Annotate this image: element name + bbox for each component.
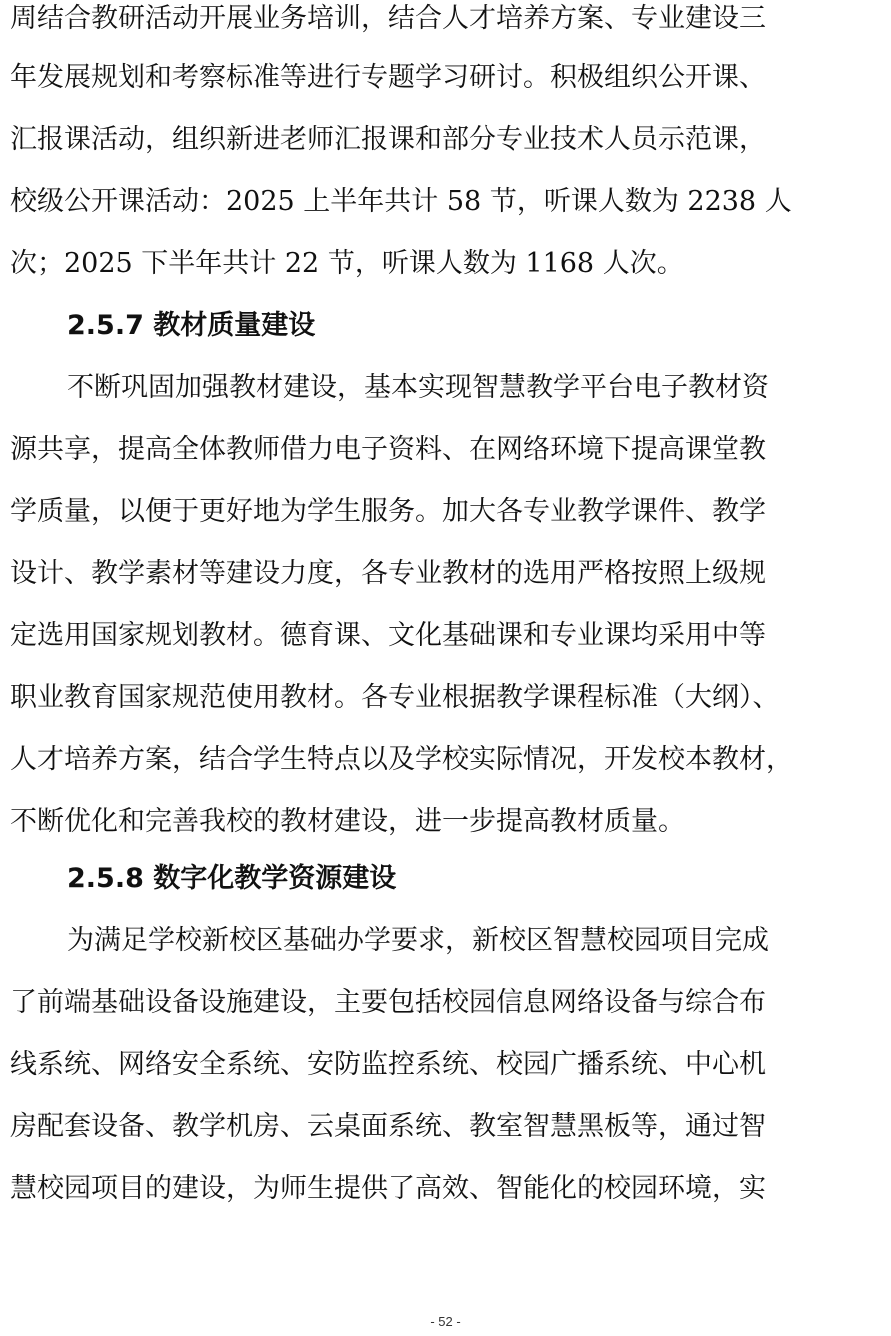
paragraph-line: 人才培养方案，结合学生特点以及学校实际情况，开发校本教材， xyxy=(10,744,793,775)
paragraph-line: 不断巩固加强教材建设，基本实现智慧教学平台电子教材资 xyxy=(67,372,769,403)
paragraph-line: 周结合教研活动开展业务培训，结合人才培养方案、专业建设三 xyxy=(10,3,766,34)
paragraph-line: 设计、教学素材等建设力度，各专业教材的选用严格按照上级规 xyxy=(10,558,766,589)
paragraph-line: 定选用国家规划教材。德育课、文化基础课和专业课均采用中等 xyxy=(10,620,766,651)
section-heading-2-5-8: 2.5.8 数字化教学资源建设 xyxy=(67,863,397,894)
page-number: - 52 - xyxy=(430,1314,461,1329)
paragraph-line: 源共享，提高全体教师借力电子资料、在网络环境下提高课堂教 xyxy=(10,434,766,465)
paragraph-line: 学质量，以便于更好地为学生服务。加大各专业教学课件、教学 xyxy=(10,496,766,527)
paragraph-line: 线系统、网络安全系统、安防监控系统、校园广播系统、中心机 xyxy=(10,1049,766,1080)
paragraph-line: 房配套设备、教学机房、云桌面系统、教室智慧黑板等，通过智 xyxy=(10,1111,766,1142)
paragraph-line: 了前端基础设备设施建设，主要包括校园信息网络设备与综合布 xyxy=(10,987,766,1018)
paragraph-line: 次；2025 下半年共计 22 节，听课人数为 1168 人次。 xyxy=(10,248,684,279)
paragraph-line: 慧校园项目的建设，为师生提供了高效、智能化的校园环境，实 xyxy=(10,1173,766,1204)
paragraph-line: 校级公开课活动：2025 上半年共计 58 节，听课人数为 2238 人 xyxy=(10,186,792,217)
paragraph-line: 不断优化和完善我校的教材建设，进一步提高教材质量。 xyxy=(10,806,685,837)
paragraph-line: 职业教育国家规范使用教材。各专业根据教学课程标准（大纲）、 xyxy=(10,682,780,713)
paragraph-line: 年发展规划和考察标准等进行专题学习研讨。积极组织公开课、 xyxy=(10,62,766,93)
paragraph-line: 汇报课活动，组织新进老师汇报课和部分专业技术人员示范课， xyxy=(10,124,766,155)
paragraph-line: 为满足学校新校区基础办学要求，新校区智慧校园项目完成 xyxy=(67,925,769,956)
section-heading-2-5-7: 2.5.7 教材质量建设 xyxy=(67,310,316,341)
